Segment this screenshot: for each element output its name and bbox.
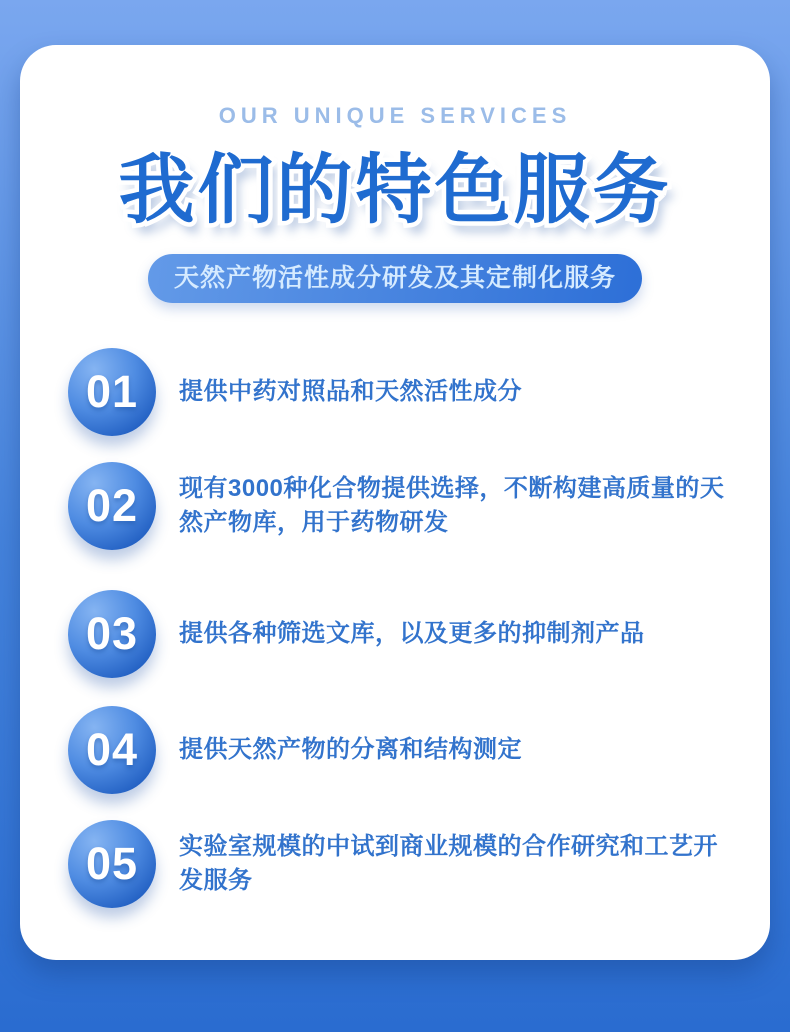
eyebrow-text: OUR UNIQUE SERVICES <box>218 103 572 128</box>
service-number-badge <box>68 590 156 678</box>
list-item <box>68 348 734 436</box>
service-number: 02 <box>85 480 139 531</box>
list-item <box>68 462 734 550</box>
service-number: 04 <box>85 724 139 775</box>
page-title <box>20 137 770 245</box>
service-description: 现有3000种化合物提供选择，不断构建高质量的天然产物库，用于药物研发 <box>179 475 725 536</box>
service-number: 03 <box>85 608 139 659</box>
services-list <box>68 348 734 908</box>
service-description: 实验室规模的中试到商业规模的合作研究和工艺开发服务 <box>179 833 718 894</box>
service-number: 05 <box>85 838 139 889</box>
list-item <box>68 706 734 794</box>
service-description: 提供天然产物的分离和结构测定 <box>179 736 522 763</box>
list-item <box>68 590 734 678</box>
content-card <box>20 45 770 960</box>
service-number-badge <box>68 820 156 908</box>
list-item <box>68 820 734 908</box>
service-number-badge <box>68 706 156 794</box>
service-number-badge <box>68 348 156 436</box>
service-number-badge <box>68 462 156 550</box>
service-description: 提供中药对照品和天然活性成分 <box>179 378 522 405</box>
page-title-text: 我们的特色服务 <box>118 148 672 233</box>
subtitle-banner: 天然产物活性成分研发及其定制化服务 <box>148 254 642 303</box>
service-description: 提供各种筛选文库，以及更多的抑制剂产品 <box>179 620 645 647</box>
service-number: 01 <box>85 366 139 417</box>
